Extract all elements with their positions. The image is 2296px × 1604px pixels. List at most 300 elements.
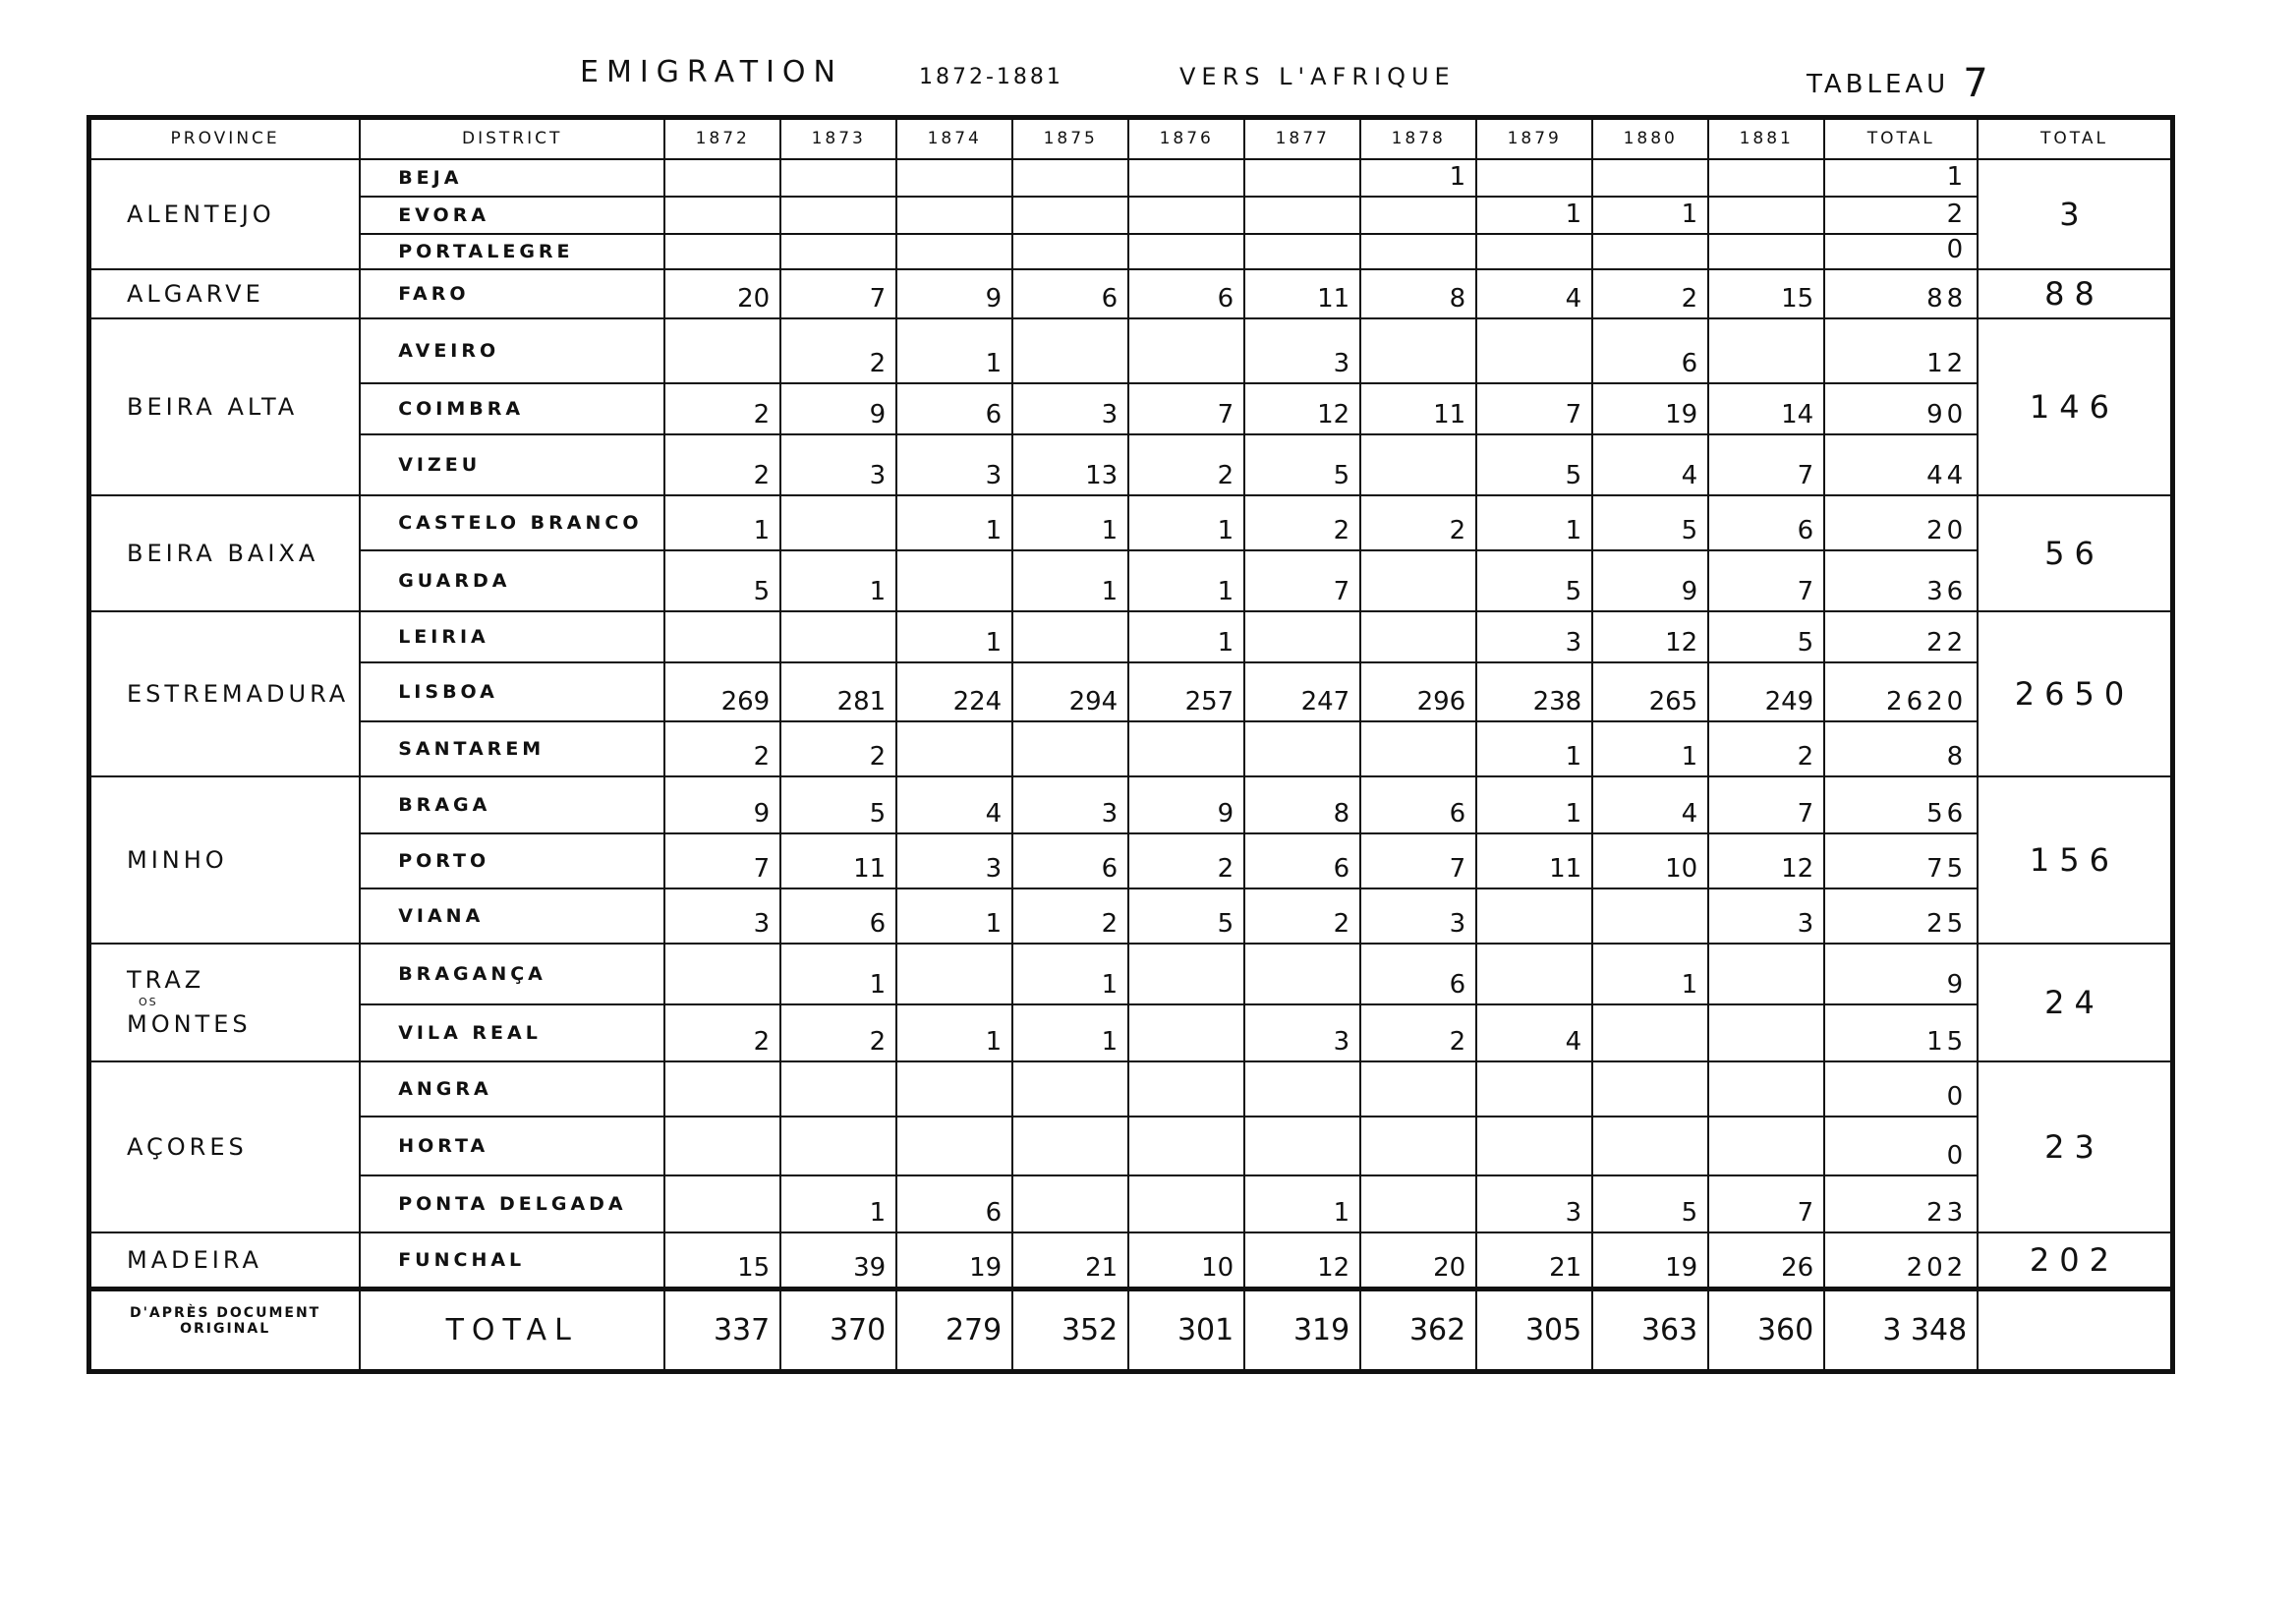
province-name: ESTREMADURA — [89, 611, 361, 776]
year-value: 5 — [1708, 611, 1824, 662]
header-row — [89, 118, 2173, 159]
year-value: 2 — [1360, 1004, 1476, 1061]
year-value — [896, 944, 1012, 1004]
year-value — [780, 234, 896, 269]
year-value: 15 — [1708, 269, 1824, 318]
year-value: 1 — [1244, 1175, 1360, 1232]
year-value: 21 — [1476, 1232, 1592, 1289]
year-value: 6 — [1012, 269, 1128, 318]
year-value — [1244, 197, 1360, 234]
totals-row — [89, 1289, 2173, 1372]
year-value: 1 — [780, 550, 896, 611]
year-value: 7 — [1708, 1175, 1824, 1232]
year-value — [1244, 1117, 1360, 1175]
year-value — [1592, 234, 1708, 269]
year-total: 319 — [1244, 1289, 1360, 1372]
district-row — [89, 434, 2173, 495]
year-value — [896, 159, 1012, 197]
year-value: 6 — [1708, 495, 1824, 550]
year-value: 3 — [1012, 383, 1128, 434]
district-total: 44 — [1824, 434, 1978, 495]
year-value: 3 — [780, 434, 896, 495]
province-name: ALGARVE — [89, 269, 361, 318]
tableau-number: 7 — [1963, 61, 1988, 106]
year-value: 1 — [1476, 197, 1592, 234]
province-total: 146 — [1978, 318, 2172, 495]
year-value — [1360, 318, 1476, 383]
year-value: 8 — [1360, 269, 1476, 318]
year-value: 4 — [896, 776, 1012, 833]
province-name-part: MONTES — [127, 1010, 252, 1038]
province-name-part: TRAZ — [127, 966, 205, 994]
year-value — [1244, 234, 1360, 269]
district-name: VIANA — [360, 888, 664, 944]
table-body — [89, 159, 2173, 1289]
district-row — [89, 269, 2173, 318]
year-value — [1592, 1117, 1708, 1175]
year-value: 9 — [664, 776, 780, 833]
province-total: 23 — [1978, 1061, 2172, 1232]
year-value: 1 — [1012, 550, 1128, 611]
year-value: 7 — [1708, 434, 1824, 495]
year-value: 2 — [1128, 434, 1244, 495]
district-total: 0 — [1824, 1117, 1978, 1175]
province-name: MINHO — [89, 776, 361, 944]
year-value — [1476, 888, 1592, 944]
year-value: 20 — [664, 269, 780, 318]
year-value: 5 — [1476, 434, 1592, 495]
year-value — [1592, 1004, 1708, 1061]
year-value: 4 — [1592, 776, 1708, 833]
year-value: 2 — [780, 721, 896, 776]
year-value — [1592, 159, 1708, 197]
province-name: MADEIRA — [89, 1232, 361, 1289]
destination-label: VERS L'AFRIQUE — [1179, 63, 1456, 90]
year-value: 7 — [1360, 833, 1476, 888]
year-value: 269 — [664, 662, 780, 721]
year-value — [664, 234, 780, 269]
year-value: 5 — [1592, 1175, 1708, 1232]
year-value — [1592, 888, 1708, 944]
year-header: 1875 — [1012, 118, 1128, 159]
province-total: 56 — [1978, 495, 2172, 611]
year-value — [1708, 159, 1824, 197]
year-header: 1879 — [1476, 118, 1592, 159]
year-value: 7 — [1244, 550, 1360, 611]
year-header: 1881 — [1708, 118, 1824, 159]
province-total: 24 — [1978, 944, 2172, 1061]
year-value: 26 — [1708, 1232, 1824, 1289]
year-value: 9 — [780, 383, 896, 434]
district-total: 0 — [1824, 1061, 1978, 1117]
province-total: 202 — [1978, 1232, 2172, 1289]
year-value: 20 — [1360, 1232, 1476, 1289]
year-value: 6 — [1360, 944, 1476, 1004]
year-value: 238 — [1476, 662, 1592, 721]
tableau-label — [1807, 57, 1988, 106]
year-value: 12 — [1244, 383, 1360, 434]
district-total: 0 — [1824, 234, 1978, 269]
year-value — [1244, 721, 1360, 776]
district-name: HORTA — [360, 1117, 664, 1175]
year-value — [1012, 159, 1128, 197]
year-value: 1 — [780, 1175, 896, 1232]
year-value — [1012, 611, 1128, 662]
year-value: 249 — [1708, 662, 1824, 721]
year-value — [1012, 234, 1128, 269]
year-value — [1012, 197, 1128, 234]
year-value: 281 — [780, 662, 896, 721]
year-value: 9 — [896, 269, 1012, 318]
year-value: 2 — [1128, 833, 1244, 888]
district-total: 2 — [1824, 197, 1978, 234]
year-value: 6 — [896, 383, 1012, 434]
year-value — [664, 611, 780, 662]
province-header: PROVINCE — [89, 118, 361, 159]
year-value — [780, 495, 896, 550]
district-total-header: TOTAL — [1824, 118, 1978, 159]
year-value: 6 — [1244, 833, 1360, 888]
district-name: LEIRIA — [360, 611, 664, 662]
year-header: 1872 — [664, 118, 780, 159]
district-row — [89, 888, 2173, 944]
district-row — [89, 550, 2173, 611]
year-value: 1 — [896, 1004, 1012, 1061]
year-value — [896, 1061, 1012, 1117]
year-value: 5 — [664, 550, 780, 611]
district-total: 8 — [1824, 721, 1978, 776]
district-row — [89, 159, 2173, 197]
district-total: 20 — [1824, 495, 1978, 550]
district-total: 12 — [1824, 318, 1978, 383]
year-value: 19 — [896, 1232, 1012, 1289]
year-value — [1476, 944, 1592, 1004]
district-row — [89, 197, 2173, 234]
year-value: 6 — [1360, 776, 1476, 833]
district-row — [89, 318, 2173, 383]
district-row — [89, 721, 2173, 776]
year-value: 10 — [1128, 1232, 1244, 1289]
document-title: EMIGRATION — [580, 55, 843, 89]
year-total: 370 — [780, 1289, 896, 1372]
district-name: FUNCHAL — [360, 1232, 664, 1289]
district-row — [89, 776, 2173, 833]
district-name: BEJA — [360, 159, 664, 197]
year-value — [1476, 1117, 1592, 1175]
year-value — [1128, 318, 1244, 383]
year-value — [1360, 234, 1476, 269]
year-value: 257 — [1128, 662, 1244, 721]
district-total: 2620 — [1824, 662, 1978, 721]
year-value — [896, 721, 1012, 776]
district-total: 56 — [1824, 776, 1978, 833]
source-note-line: ORIGINAL — [180, 1321, 271, 1337]
district-row — [89, 383, 2173, 434]
year-value: 2 — [664, 721, 780, 776]
year-value: 5 — [1128, 888, 1244, 944]
year-value: 224 — [896, 662, 1012, 721]
year-value: 12 — [1592, 611, 1708, 662]
year-value — [1244, 611, 1360, 662]
district-total: 90 — [1824, 383, 1978, 434]
year-value: 6 — [1592, 318, 1708, 383]
year-value — [780, 1117, 896, 1175]
district-name: BRAGANÇA — [360, 944, 664, 1004]
year-value: 1 — [1128, 495, 1244, 550]
year-value: 12 — [1244, 1232, 1360, 1289]
year-value: 1 — [1128, 611, 1244, 662]
tableau-text: TABLEAU — [1807, 70, 1950, 99]
year-value — [664, 944, 780, 1004]
year-value: 5 — [1244, 434, 1360, 495]
year-total: 337 — [664, 1289, 780, 1372]
district-row — [89, 1061, 2173, 1117]
year-value — [1128, 159, 1244, 197]
year-value — [1360, 1117, 1476, 1175]
year-value: 3 — [1476, 611, 1592, 662]
year-value — [1476, 234, 1592, 269]
year-value: 4 — [1476, 269, 1592, 318]
year-value — [1476, 318, 1592, 383]
year-value — [664, 159, 780, 197]
year-value — [1708, 197, 1824, 234]
year-value — [1244, 1061, 1360, 1117]
province-name: AÇORES — [89, 1061, 361, 1232]
district-name: GUARDA — [360, 550, 664, 611]
year-value: 3 — [1244, 318, 1360, 383]
district-row — [89, 1117, 2173, 1175]
year-value: 1 — [896, 611, 1012, 662]
year-value: 1 — [1360, 159, 1476, 197]
district-name: ANGRA — [360, 1061, 664, 1117]
year-value: 2 — [1708, 721, 1824, 776]
district-total: 36 — [1824, 550, 1978, 611]
province-total: 3 — [1978, 159, 2172, 269]
province-total: 2650 — [1978, 611, 2172, 776]
district-row — [89, 662, 2173, 721]
year-value: 6 — [896, 1175, 1012, 1232]
year-header: 1876 — [1128, 118, 1244, 159]
district-name: BRAGA — [360, 776, 664, 833]
year-value: 6 — [1012, 833, 1128, 888]
year-value — [1592, 1061, 1708, 1117]
province-name: BEIRA BAIXA — [89, 495, 361, 611]
year-value: 2 — [1592, 269, 1708, 318]
district-row — [89, 1232, 2173, 1289]
year-value: 11 — [1244, 269, 1360, 318]
year-total: 301 — [1128, 1289, 1244, 1372]
year-value — [1476, 159, 1592, 197]
year-value — [896, 197, 1012, 234]
year-value: 296 — [1360, 662, 1476, 721]
district-total: 202 — [1824, 1232, 1978, 1289]
year-value: 2 — [1244, 888, 1360, 944]
year-value — [1128, 944, 1244, 1004]
year-value — [1360, 550, 1476, 611]
year-value: 1 — [896, 495, 1012, 550]
year-value: 19 — [1592, 383, 1708, 434]
district-name: VILA REAL — [360, 1004, 664, 1061]
year-total: 305 — [1476, 1289, 1592, 1372]
year-value: 7 — [1708, 776, 1824, 833]
source-note — [89, 1289, 361, 1372]
district-row — [89, 833, 2173, 888]
year-value: 1 — [1592, 944, 1708, 1004]
district-header: DISTRICT — [360, 118, 664, 159]
district-name: COIMBRA — [360, 383, 664, 434]
year-value — [1128, 1061, 1244, 1117]
year-value: 11 — [780, 833, 896, 888]
year-value — [1708, 234, 1824, 269]
year-value: 9 — [1128, 776, 1244, 833]
year-total: 363 — [1592, 1289, 1708, 1372]
district-name: PORTALEGRE — [360, 234, 664, 269]
year-value — [1012, 1175, 1128, 1232]
district-row — [89, 611, 2173, 662]
year-value — [896, 1117, 1012, 1175]
grand-total: 3 348 — [1824, 1289, 1978, 1372]
district-row — [89, 1175, 2173, 1232]
year-header: 1874 — [896, 118, 1012, 159]
year-value: 13 — [1012, 434, 1128, 495]
year-value: 3 — [664, 888, 780, 944]
year-value — [1708, 1004, 1824, 1061]
year-value: 2 — [1360, 495, 1476, 550]
district-name: PONTA DELGADA — [360, 1175, 664, 1232]
year-value: 1 — [1012, 1004, 1128, 1061]
year-value — [1708, 1117, 1824, 1175]
year-value: 1 — [780, 944, 896, 1004]
year-value — [1128, 197, 1244, 234]
year-value: 3 — [1244, 1004, 1360, 1061]
district-name: AVEIRO — [360, 318, 664, 383]
district-row — [89, 234, 2173, 269]
year-value: 3 — [1476, 1175, 1592, 1232]
year-value — [1360, 434, 1476, 495]
year-value — [780, 159, 896, 197]
year-value — [1128, 1004, 1244, 1061]
year-value: 2 — [664, 434, 780, 495]
year-value: 3 — [896, 833, 1012, 888]
district-name: LISBOA — [360, 662, 664, 721]
year-value: 3 — [1708, 888, 1824, 944]
province-total: 156 — [1978, 776, 2172, 944]
year-value — [780, 1061, 896, 1117]
year-value — [1012, 1117, 1128, 1175]
district-name: CASTELO BRANCO — [360, 495, 664, 550]
year-header: 1878 — [1360, 118, 1476, 159]
source-note-line: D'APRÈS DOCUMENT — [129, 1305, 321, 1321]
year-value: 294 — [1012, 662, 1128, 721]
year-value — [1012, 1061, 1128, 1117]
year-value: 1 — [896, 318, 1012, 383]
year-value — [1012, 318, 1128, 383]
year-value — [896, 234, 1012, 269]
year-value: 1 — [1592, 197, 1708, 234]
district-name: EVORA — [360, 197, 664, 234]
year-value: 2 — [1244, 495, 1360, 550]
province-name: ALENTEJO — [89, 159, 361, 269]
province-name: BEIRA ALTA — [89, 318, 361, 495]
year-value: 14 — [1708, 383, 1824, 434]
year-value — [1708, 944, 1824, 1004]
district-name: PORTO — [360, 833, 664, 888]
year-value: 11 — [1360, 383, 1476, 434]
year-header: 1880 — [1592, 118, 1708, 159]
year-value: 1 — [1012, 944, 1128, 1004]
year-value — [664, 1175, 780, 1232]
district-total: 23 — [1824, 1175, 1978, 1232]
year-value — [1128, 1175, 1244, 1232]
year-value — [1128, 234, 1244, 269]
year-header: 1877 — [1244, 118, 1360, 159]
year-total: 352 — [1012, 1289, 1128, 1372]
year-value — [1360, 197, 1476, 234]
district-row — [89, 944, 2173, 1004]
district-total: 75 — [1824, 833, 1978, 888]
year-value: 39 — [780, 1232, 896, 1289]
year-value: 6 — [1128, 269, 1244, 318]
totals-label: TOTAL — [360, 1289, 664, 1372]
year-value: 11 — [1476, 833, 1592, 888]
year-value: 2 — [780, 318, 896, 383]
year-value: 15 — [664, 1232, 780, 1289]
year-total: 360 — [1708, 1289, 1824, 1372]
district-total: 9 — [1824, 944, 1978, 1004]
year-value: 5 — [780, 776, 896, 833]
district-row — [89, 1004, 2173, 1061]
year-value: 1 — [896, 888, 1012, 944]
empty-cell — [1978, 1289, 2172, 1372]
year-value — [1360, 1175, 1476, 1232]
year-value: 9 — [1592, 550, 1708, 611]
year-value: 1 — [1476, 776, 1592, 833]
year-value: 5 — [1592, 495, 1708, 550]
year-value — [1708, 1061, 1824, 1117]
year-value — [664, 197, 780, 234]
year-value: 7 — [780, 269, 896, 318]
year-value: 3 — [1012, 776, 1128, 833]
year-value: 1 — [1476, 721, 1592, 776]
year-value: 12 — [1708, 833, 1824, 888]
year-value: 2 — [780, 1004, 896, 1061]
year-value — [780, 611, 896, 662]
district-total: 88 — [1824, 269, 1978, 318]
year-value: 5 — [1476, 550, 1592, 611]
province-total: 88 — [1978, 269, 2172, 318]
province-name — [89, 944, 361, 1061]
year-value: 19 — [1592, 1232, 1708, 1289]
year-value — [1012, 721, 1128, 776]
year-value: 3 — [896, 434, 1012, 495]
year-value — [664, 1117, 780, 1175]
district-name: FARO — [360, 269, 664, 318]
district-total: 1 — [1824, 159, 1978, 197]
year-value: 21 — [1012, 1232, 1128, 1289]
district-name: VIZEU — [360, 434, 664, 495]
year-value: 2 — [1012, 888, 1128, 944]
emigration-table — [86, 115, 2175, 1374]
year-value — [1128, 1117, 1244, 1175]
year-value: 1 — [1012, 495, 1128, 550]
year-value: 4 — [1592, 434, 1708, 495]
year-total: 362 — [1360, 1289, 1476, 1372]
year-value — [664, 1061, 780, 1117]
year-value: 8 — [1244, 776, 1360, 833]
year-value — [1708, 318, 1824, 383]
year-value: 6 — [780, 888, 896, 944]
year-value: 1 — [664, 495, 780, 550]
